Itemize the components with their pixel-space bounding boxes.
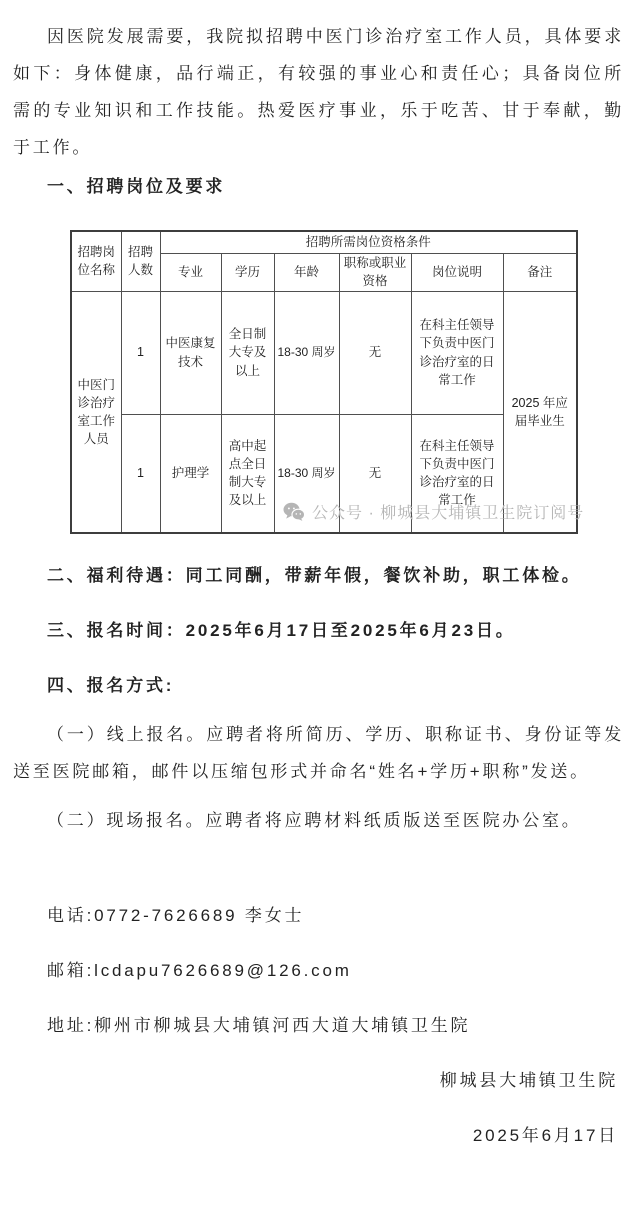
contact-phone: 电话:0772-7626689 李女士 xyxy=(47,906,305,925)
recruitment-table xyxy=(70,230,578,534)
watermark-text: 公众号 · 柳城县大埔镇卫生院订阅号 xyxy=(312,505,585,522)
method-onsite-paragraph: （二）现场报名。应聘者将应聘材料纸质版送至医院办公室。 xyxy=(47,811,582,830)
cell-count: 1 xyxy=(121,291,160,414)
header-qualification-group: 招聘所需岗位资格条件 xyxy=(160,231,577,253)
cell-remark: 2025 年应届毕业生 xyxy=(503,291,577,533)
intro-paragraph: 因医院发展需要，我院拟招聘中医门诊治疗室工作人员，具体要求如下：身体健康，品行端正，有较强的事业心和责任心；具备岗位所需的专业知识和工作技能。热爱医疗事业，乐于吃苦、甘于奉献，勤于工作。 xyxy=(13,27,624,157)
cell-major: 中医康复技术 xyxy=(160,291,221,414)
section-2-welfare: 二、福利待遇：同工同酬，带薪年假，餐饮补助，职工体检。 xyxy=(47,566,582,585)
table-header-row-1 xyxy=(71,231,577,253)
recruitment-table-wrapper xyxy=(70,230,585,534)
cell-title-cert: 无 xyxy=(339,291,411,414)
table-row xyxy=(71,414,577,533)
contact-address: 地址:柳州市柳城县大埔镇河西大道大埔镇卫生院 xyxy=(47,1016,471,1035)
header-title-cert: 职称或职业资格 xyxy=(339,253,411,291)
section-1-heading: 一、招聘岗位及要求 xyxy=(47,177,226,196)
cell-count: 1 xyxy=(121,414,160,533)
header-education: 学历 xyxy=(221,253,274,291)
header-major: 专业 xyxy=(160,253,221,291)
cell-duty: 在科主任领导下负责中医门诊治疗室的日常工作 xyxy=(411,414,503,533)
cell-position-name: 中医门诊治疗室工作人员 xyxy=(71,291,121,533)
header-duty: 岗位说明 xyxy=(411,253,503,291)
cell-major: 护理学 xyxy=(160,414,221,533)
contact-email: 邮箱:lcdapu7626689@126.com xyxy=(47,961,352,980)
section-4-signup-method: 四、报名方式: xyxy=(47,676,175,695)
cell-age: 18-30 周岁 xyxy=(274,291,339,414)
section-3-signup-time: 三、报名时间：2025年6月17日至2025年6月23日。 xyxy=(47,621,516,640)
cell-age: 18-30 周岁 xyxy=(274,414,339,533)
header-position-name: 招聘岗位名称 xyxy=(71,231,121,291)
table-row xyxy=(71,291,577,414)
cell-education: 全日制大专及以上 xyxy=(221,291,274,414)
signature-org: 柳城县大埔镇卫生院 xyxy=(439,1071,618,1090)
cell-duty: 在科主任领导下负责中医门诊治疗室的日常工作 xyxy=(411,291,503,414)
signature-date: 2025年6月17日 xyxy=(472,1126,618,1145)
cell-title-cert: 无 xyxy=(339,414,411,533)
cell-education: 高中起点全日制大专及以上 xyxy=(221,414,274,533)
header-remark: 备注 xyxy=(503,253,577,291)
header-count: 招聘人数 xyxy=(121,231,160,291)
header-age: 年龄 xyxy=(274,253,339,291)
method-online-paragraph: （一）线上报名。应聘者将所简历、学历、职称证书、身份证等发送至医院邮箱，邮件以压缩包形式并命名“姓名+学历+职称”发送。 xyxy=(13,725,624,781)
